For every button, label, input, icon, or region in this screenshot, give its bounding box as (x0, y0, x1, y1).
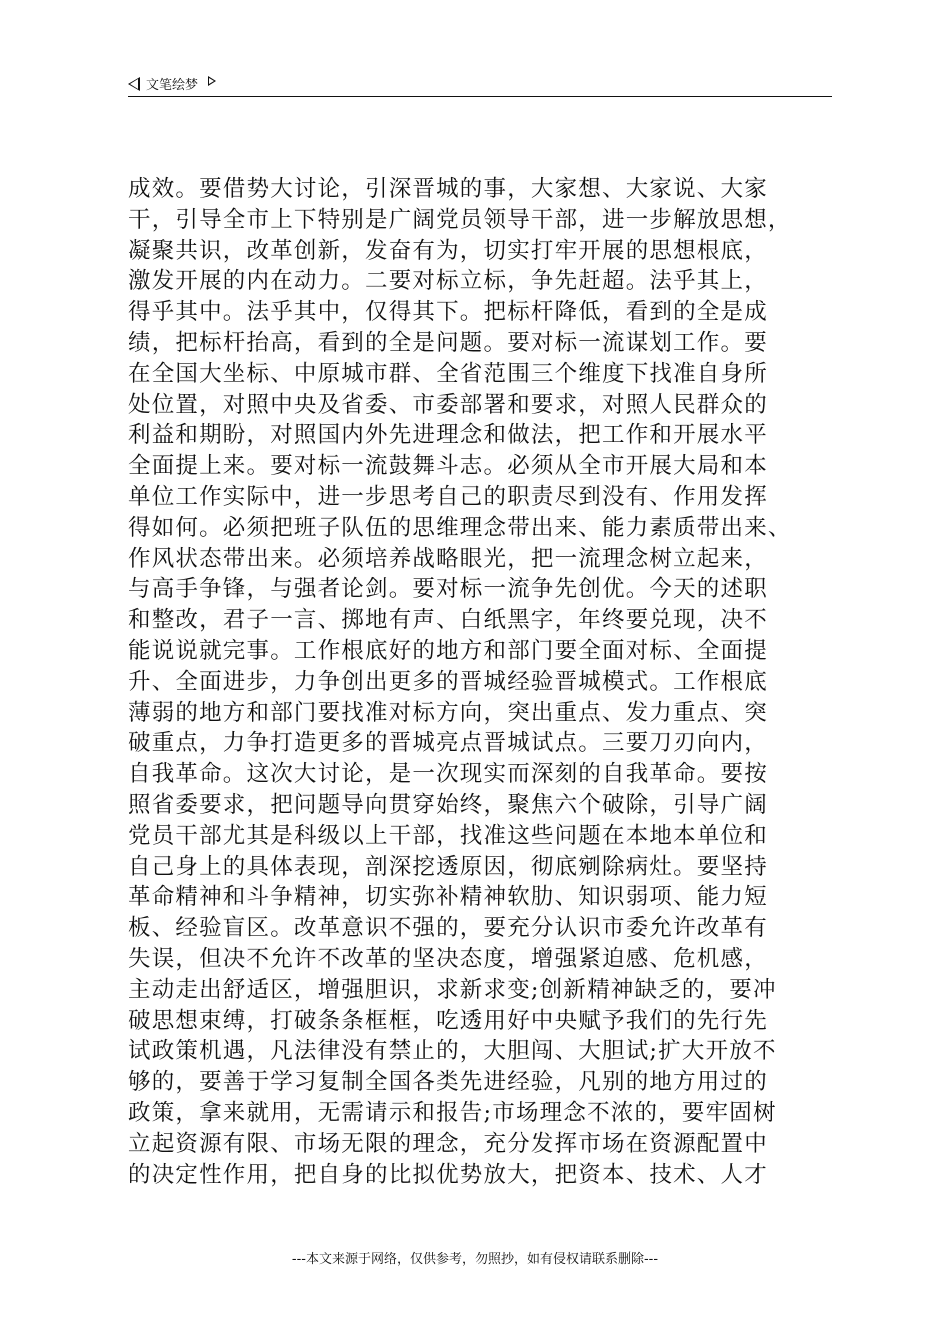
footer-disclaimer: ---本文来源于网络，仅供参考，勿照抄，如有侵权请联系删除--- (291, 1252, 659, 1267)
body-line: 干，引导全市上下特别是广阔党员领导干部，进一步解放思想， (128, 206, 792, 233)
header-divider (128, 96, 832, 97)
header-row (128, 74, 216, 93)
body-line: 试政策机遇，凡法律没有禁止的，大胆闯、大胆试;扩大开放不 (128, 1038, 777, 1065)
body-line: 与高手争锋，与强者论剑。要对标一流争先创优。今天的述职 (128, 576, 768, 603)
body-line: 破重点，力争打造更多的晋城亮点晋城试点。三要刀刃向内， (128, 730, 768, 757)
body-line: 党员干部尤其是科级以上干部，找准这些问题在本地本单位和 (128, 822, 768, 849)
body-line: 和整改，君子一言、掷地有声、白纸黑字，年终要兑现，决不 (128, 607, 768, 634)
body-line: 自己身上的具体表现，剖深挖透原因，彻底剜除病灶。要坚持 (128, 853, 768, 880)
body-line: 升、全面进步，力争创出更多的晋城经验晋城模式。工作根底 (128, 668, 768, 695)
body-line: 处位置，对照中央及省委、市委部署和要求，对照人民群众的 (128, 391, 768, 418)
body-line: 利益和期盼，对照国内外先进理念和做法，把工作和开展水平 (128, 422, 768, 449)
body-line: 失误，但决不允许不改革的坚决态度，增强紧迫感、危机感， (128, 945, 768, 972)
body-line: 单位工作实际中，进一步思考自己的职责尽到没有、作用发挥 (128, 483, 768, 510)
document-body (128, 174, 838, 1190)
body-line: 激发开展的内在动力。二要对标立标，争先赶超。法乎其上， (128, 268, 768, 295)
body-line: 凝聚共识，改革创新，发奋有为，切实打牢开展的思想根底， (128, 237, 768, 264)
triangle-right-icon (208, 76, 216, 86)
body-line: 照省委要求，把问题导向贯穿始终，聚焦六个破除，引导广阔 (128, 791, 768, 818)
body-line: 主动走出舒适区，增强胆识，求新求变;创新精神缺乏的，要冲 (128, 976, 777, 1003)
body-line: 够的，要善于学习复制全国各类先进经验，凡别的地方用过的 (128, 1069, 768, 1096)
body-line: 全面提上来。要对标一流鼓舞斗志。必须从全市开展大局和本 (128, 453, 768, 480)
body-line: 政策，拿来就用，无需请示和报告;市场理念不浓的，要牢固树 (128, 1099, 777, 1126)
body-line: 得乎其中。法乎其中，仅得其下。把标杆降低，看到的全是成 (128, 299, 768, 326)
body-line: 的决定性作用，把自身的比拟优势放大，把资本、技术、人才 (128, 1161, 768, 1188)
triangle-left-icon (128, 77, 140, 91)
body-line: 成效。要借势大讨论，引深晋城的事，大家想、大家说、大家 (128, 176, 768, 202)
body-line: 自我革命。这次大讨论，是一次现实而深刻的自我革命。要按 (128, 761, 768, 788)
body-line: 能说说就完事。工作根底好的地方和部门要全面对标、全面提 (128, 637, 768, 664)
page-header (128, 72, 832, 98)
header-title: 文笔绘梦 (146, 78, 199, 93)
body-line: 破思想束缚，打破条条框框，吃透用好中央赋予我们的先行先 (128, 1007, 768, 1034)
body-line: 板、经验盲区。改革意识不强的，要充分认识市委允许改革有 (128, 915, 768, 942)
body-line: 立起资源有限、市场无限的理念，充分发挥市场在资源配置中 (128, 1130, 768, 1157)
body-line: 薄弱的地方和部门要找准对标方向，突出重点、发力重点、突 (128, 699, 768, 726)
body-line: 革命精神和斗争精神，切实弥补精神软肋、知识弱项、能力短 (128, 884, 768, 911)
body-line: 在全国大坐标、中原城市群、全省范围三个维度下找准自身所 (128, 360, 768, 387)
body-line: 绩，把标杆抬高，看到的全是问题。要对标一流谋划工作。要 (128, 329, 768, 356)
body-line: 得如何。必须把班子队伍的思维理念带出来、能力素质带出来、 (128, 514, 792, 541)
body-line: 作风状态带出来。必须培养战略眼光，把一流理念树立起来， (128, 545, 768, 572)
